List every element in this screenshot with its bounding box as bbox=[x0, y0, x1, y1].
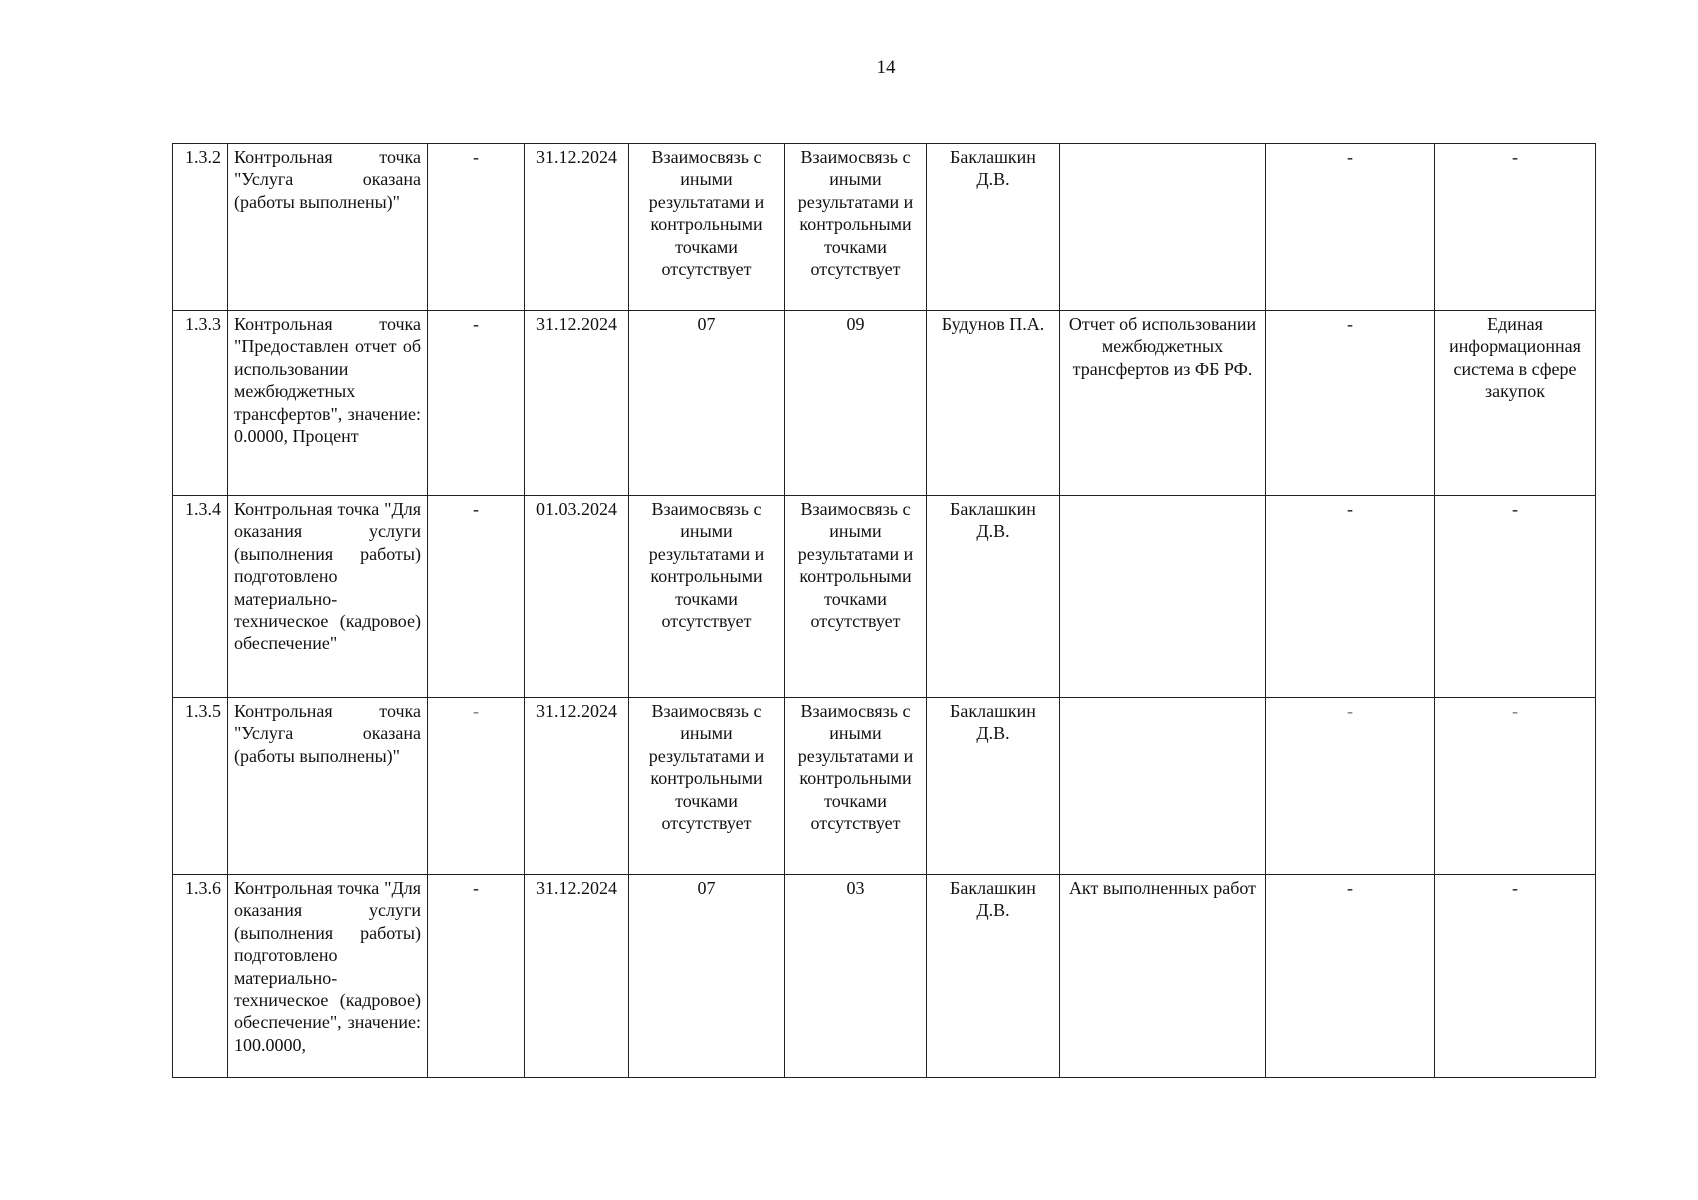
extra-cell: - bbox=[1266, 311, 1435, 496]
responsible-person: Баклашкин Д.В. bbox=[927, 875, 1060, 1078]
base-value-cell: - bbox=[428, 311, 525, 496]
row-number: 1.3.2 bbox=[173, 144, 228, 311]
successors-cell: 09 bbox=[785, 311, 927, 496]
table-row bbox=[173, 496, 1596, 698]
row-number: 1.3.4 bbox=[173, 496, 228, 698]
successors-cell: 03 bbox=[785, 875, 927, 1078]
confirming-document: Акт выполненных работ bbox=[1060, 875, 1266, 1078]
confirming-document bbox=[1060, 698, 1266, 875]
extra-cell: - bbox=[1266, 496, 1435, 698]
information-system: - bbox=[1435, 496, 1596, 698]
deadline-date: 01.03.2024 bbox=[525, 496, 629, 698]
information-system: - bbox=[1435, 875, 1596, 1078]
predecessors-cell: Взаимосвязь с иными результатами и контрольными точками отсутствует bbox=[629, 144, 785, 311]
responsible-person: Баклашкин Д.В. bbox=[927, 698, 1060, 875]
confirming-document: Отчет об использовании межбюджетных трансфертов из ФБ РФ. bbox=[1060, 311, 1266, 496]
control-points-table bbox=[172, 143, 1596, 1078]
predecessors-cell: Взаимосвязь с иными результатами и контрольными точками отсутствует bbox=[629, 496, 785, 698]
responsible-person: Баклашкин Д.В. bbox=[927, 144, 1060, 311]
successors-cell: Взаимосвязь с иными результатами и контрольными точками отсутствует bbox=[785, 698, 927, 875]
confirming-document bbox=[1060, 144, 1266, 311]
confirming-document bbox=[1060, 496, 1266, 698]
row-number: 1.3.5 bbox=[173, 698, 228, 875]
responsible-person: Будунов П.А. bbox=[927, 311, 1060, 496]
information-system: - bbox=[1435, 698, 1596, 875]
deadline-date: 31.12.2024 bbox=[525, 311, 629, 496]
control-point-name: Контрольная точка "Услуга оказана (работы выполнены)" bbox=[228, 698, 428, 875]
responsible-person: Баклашкин Д.В. bbox=[927, 496, 1060, 698]
extra-cell: - bbox=[1266, 144, 1435, 311]
control-point-name: Контрольная точка "Для оказания услуги (выполнения работы) подготовлено материально-техническое (кадровое) обеспечение", значение: 100.0000, bbox=[228, 875, 428, 1078]
control-point-name: Контрольная точка "Для оказания услуги (выполнения работы) подготовлено материально-техническое (кадровое) обеспечение" bbox=[228, 496, 428, 698]
control-point-name: Контрольная точка "Услуга оказана (работы выполнены)" bbox=[228, 144, 428, 311]
table-row bbox=[173, 311, 1596, 496]
predecessors-cell: Взаимосвязь с иными результатами и контрольными точками отсутствует bbox=[629, 698, 785, 875]
control-point-name: Контрольная точка "Предоставлен отчет об использовании межбюджетных трансфертов", значение: 0.0000, Процент bbox=[228, 311, 428, 496]
table-row bbox=[173, 875, 1596, 1078]
predecessors-cell: 07 bbox=[629, 311, 785, 496]
base-value-cell: - bbox=[428, 875, 525, 1078]
extra-cell: - bbox=[1266, 698, 1435, 875]
page-number: 14 bbox=[876, 57, 896, 78]
table-row bbox=[173, 144, 1596, 311]
row-number: 1.3.6 bbox=[173, 875, 228, 1078]
deadline-date: 31.12.2024 bbox=[525, 698, 629, 875]
extra-cell: - bbox=[1266, 875, 1435, 1078]
successors-cell: Взаимосвязь с иными результатами и контрольными точками отсутствует bbox=[785, 496, 927, 698]
information-system: Единая информационная система в сфере закупок bbox=[1435, 311, 1596, 496]
table-row bbox=[173, 698, 1596, 875]
deadline-date: 31.12.2024 bbox=[525, 875, 629, 1078]
base-value-cell: - bbox=[428, 496, 525, 698]
row-number: 1.3.3 bbox=[173, 311, 228, 496]
successors-cell: Взаимосвязь с иными результатами и контрольными точками отсутствует bbox=[785, 144, 927, 311]
base-value-cell: - bbox=[428, 144, 525, 311]
deadline-date: 31.12.2024 bbox=[525, 144, 629, 311]
predecessors-cell: 07 bbox=[629, 875, 785, 1078]
base-value-cell: - bbox=[428, 698, 525, 875]
information-system: - bbox=[1435, 144, 1596, 311]
